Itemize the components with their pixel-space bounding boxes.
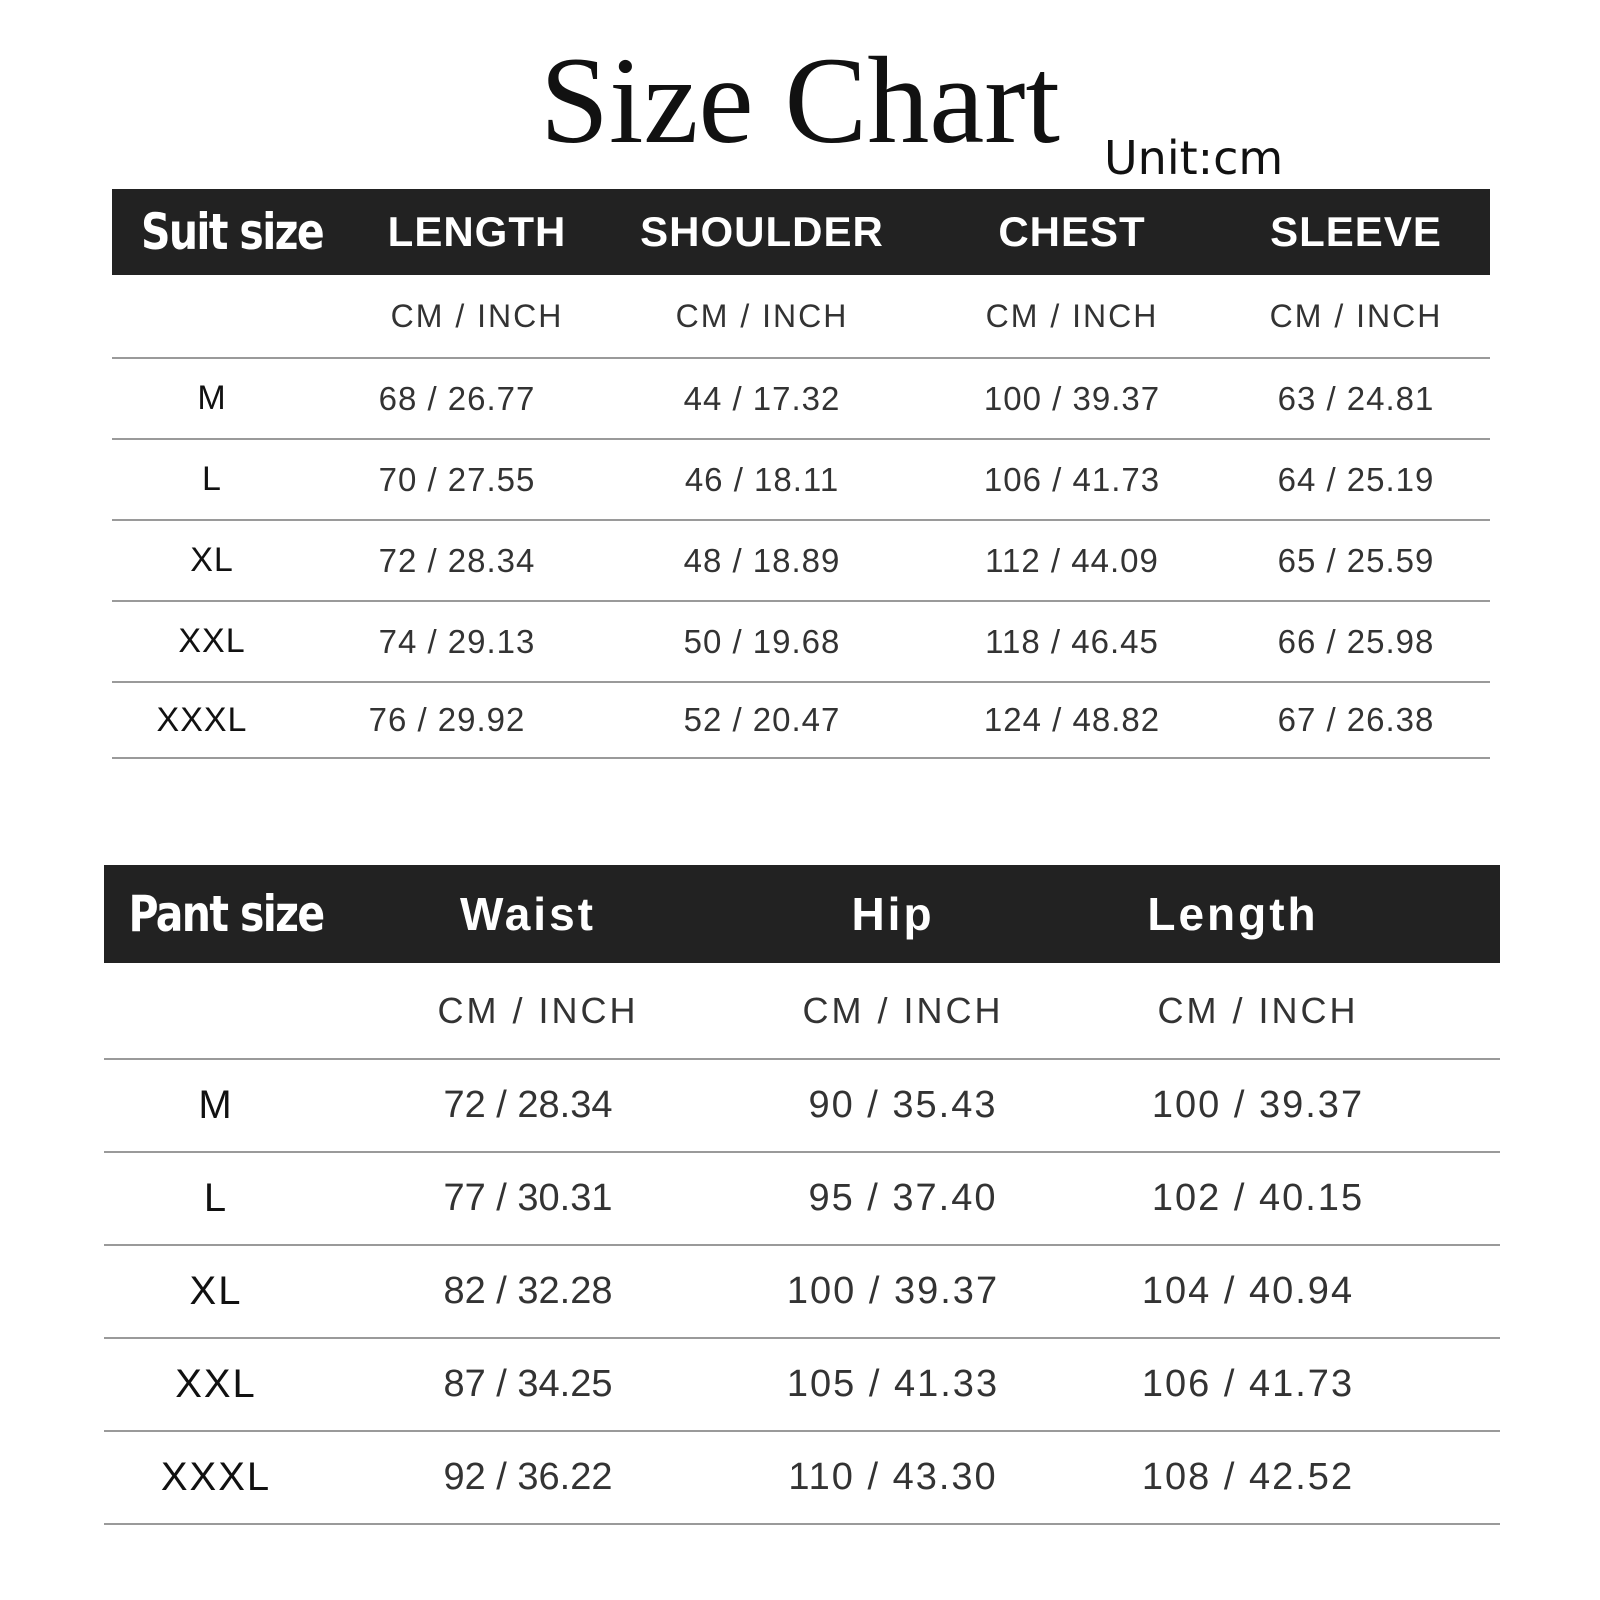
unit-cell: CM / INCH (437, 989, 639, 1031)
hip-value: 100 / 39.37 (786, 1270, 1000, 1312)
suit-size-header: Suit size (140, 203, 324, 261)
waist-value: 82 / 32.28 (443, 1270, 613, 1312)
table-row (112, 602, 1490, 683)
waist-value: 77 / 30.31 (443, 1177, 613, 1219)
length-value: 74 / 29.13 (378, 622, 536, 660)
table-row (104, 1432, 1500, 1525)
sleeve-value: 63 / 24.81 (1277, 379, 1435, 417)
shoulder-value: 52 / 20.47 (683, 701, 841, 738)
page-title: Size Chart (540, 32, 1060, 169)
shoulder-value: 44 / 17.32 (683, 379, 841, 417)
length-header: Length (1147, 888, 1319, 940)
chest-value: 112 / 44.09 (985, 541, 1159, 579)
hip-header: Hip (851, 888, 935, 940)
suit-size-table (112, 189, 1490, 759)
sleeve-value: 66 / 25.98 (1277, 622, 1435, 660)
unit-cell: CM / INCH (985, 297, 1159, 334)
hip-value: 90 / 35.43 (808, 1084, 998, 1126)
size-cell: XXXL (160, 1455, 272, 1499)
length-value: 68 / 26.77 (378, 379, 536, 417)
size-cell: XL (189, 1269, 243, 1313)
table-row (112, 521, 1490, 602)
suit-table-header (112, 189, 1490, 275)
size-cell: XXL (178, 622, 246, 660)
size-cell: L (202, 460, 222, 498)
length-value: 106 / 41.73 (1141, 1363, 1355, 1405)
unit-cell: CM / INCH (1269, 297, 1443, 334)
pant-size-header: Pant size (128, 885, 324, 943)
unit-label: Unit:cm (1104, 131, 1284, 185)
table-row (104, 1246, 1500, 1339)
chest-value: 124 / 48.82 (983, 701, 1161, 738)
unit-cell: CM / INCH (1157, 989, 1359, 1031)
chest-value: 100 / 39.37 (983, 379, 1161, 417)
hip-value: 105 / 41.33 (786, 1363, 1000, 1405)
unit-cell: CM / INCH (675, 297, 849, 334)
length-value: 72 / 28.34 (378, 541, 536, 579)
length-value: 76 / 29.92 (368, 701, 526, 738)
chest-value: 118 / 46.45 (985, 622, 1159, 660)
hip-value: 110 / 43.30 (788, 1456, 998, 1498)
unit-cell: CM / INCH (802, 989, 1004, 1031)
size-cell: M (198, 1083, 234, 1127)
waist-value: 87 / 34.25 (443, 1363, 613, 1405)
size-cell: L (203, 1176, 229, 1220)
suit-unit-row (112, 275, 1490, 359)
pant-table-header (104, 865, 1500, 963)
table-row (104, 1339, 1500, 1432)
length-value: 108 / 42.52 (1141, 1456, 1355, 1498)
shoulder-value: 50 / 19.68 (683, 622, 841, 660)
sleeve-value: 65 / 25.59 (1277, 541, 1435, 579)
length-value: 104 / 40.94 (1141, 1270, 1355, 1312)
unit-cell: CM / INCH (390, 297, 564, 334)
shoulder-header: SHOULDER (640, 208, 884, 255)
chest-header: CHEST (998, 208, 1146, 255)
sleeve-value: 67 / 26.38 (1277, 701, 1435, 738)
table-row (112, 359, 1490, 440)
length-value: 100 / 39.37 (1151, 1084, 1365, 1126)
waist-header: Waist (460, 888, 596, 940)
sleeve-header: SLEEVE (1270, 208, 1442, 255)
length-header: LENGTH (387, 208, 567, 255)
waist-value: 72 / 28.34 (443, 1084, 613, 1126)
table-row (112, 440, 1490, 521)
hip-value: 95 / 37.40 (808, 1177, 998, 1219)
table-row (112, 683, 1490, 759)
length-value: 70 / 27.55 (378, 460, 536, 498)
table-row (104, 1060, 1500, 1153)
size-cell: XXXL (156, 700, 248, 739)
size-cell: M (197, 379, 227, 417)
shoulder-value: 46 / 18.11 (684, 460, 840, 498)
waist-value: 92 / 36.22 (443, 1456, 613, 1498)
length-value: 102 / 40.15 (1151, 1177, 1365, 1219)
size-cell: XXL (175, 1362, 257, 1406)
sleeve-value: 64 / 25.19 (1277, 460, 1435, 498)
table-row (104, 1153, 1500, 1246)
size-cell: XL (190, 541, 234, 579)
pant-unit-row (104, 963, 1500, 1060)
chest-value: 106 / 41.73 (983, 460, 1161, 498)
shoulder-value: 48 / 18.89 (683, 541, 841, 579)
pant-size-table (104, 865, 1500, 1525)
